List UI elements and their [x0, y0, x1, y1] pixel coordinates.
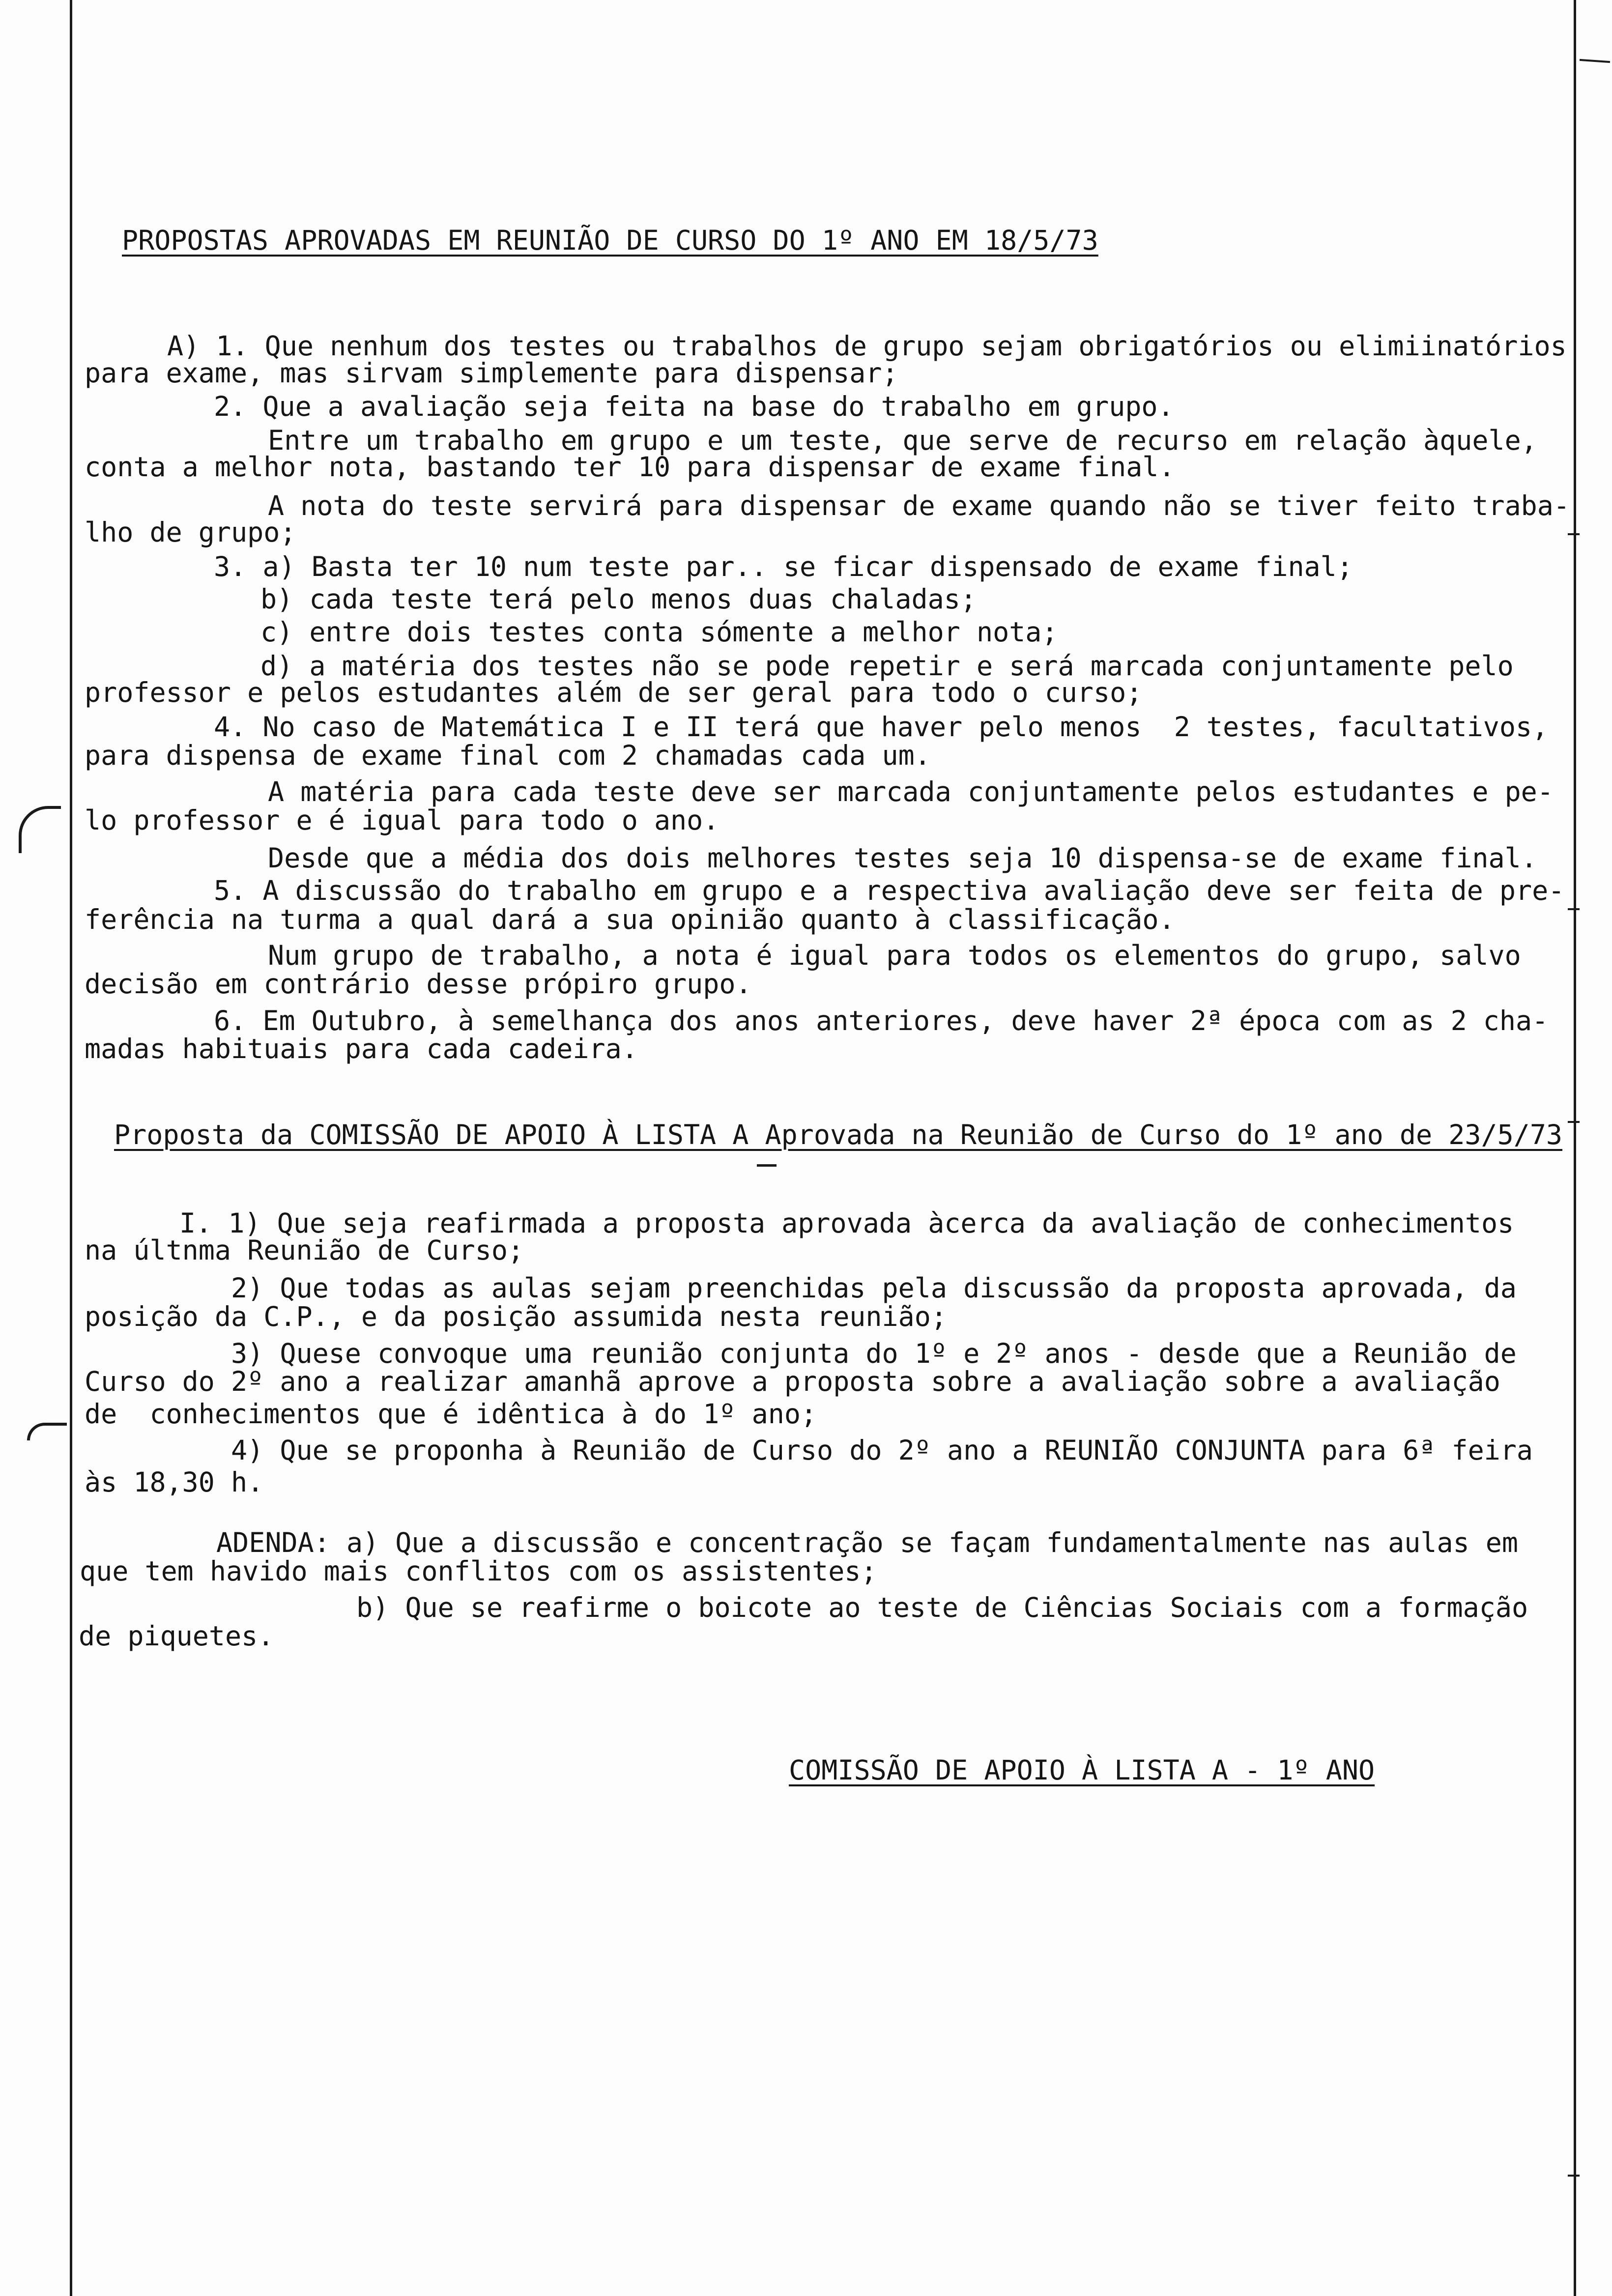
text-line: 4) Que se proponha à Reunião de Curso do 2º ano a REUNIÃO CONJUNTA para 6ª feira: [231, 1435, 1533, 1466]
edge-tick-mark: [1568, 908, 1580, 910]
edge-tick-mark: [1580, 59, 1610, 63]
text-line: posição da C.P., e da posição assumida nesta reunião;: [85, 1301, 947, 1332]
text-line: decisão em contrário desse própiro grupo.: [85, 968, 752, 1000]
text-line: c) entre dois testes conta sómente a melhor nota;: [260, 616, 1058, 648]
handwritten-bracket-mark: [19, 806, 61, 853]
text-line: lho de grupo;: [85, 517, 296, 548]
document-title: PROPOSTAS APROVADAS EM REUNIÃO DE CURSO DO 1º ANO EM 18/5/73: [122, 225, 1098, 256]
text-line: 2) Que todas as aulas sejam preenchidas pela discussão da proposta aprovada, da: [231, 1272, 1517, 1304]
text-line: ADENDA: a) Que a discussão e concentração se façam fundamentalmente nas aulas em: [216, 1527, 1519, 1558]
edge-tick-mark: [1568, 2175, 1580, 2177]
text-line: b) Que se reafirme o boicote ao teste de Ciências Sociais com a formação: [356, 1592, 1528, 1623]
dash-mark: [757, 1164, 777, 1167]
text-line: para dispensa de exame final com 2 chamadas cada um.: [85, 740, 931, 771]
text-line: Entre um trabalho em grupo e um teste, que serve de recurso em relação àquele,: [268, 425, 1537, 456]
text-line: ferência na turma a qual dará a sua opinião quanto à classificação.: [85, 904, 1175, 935]
text-line: professor e pelos estudantes além de ser geral para todo o curso;: [85, 677, 1143, 708]
text-line: de piquetes.: [79, 1620, 274, 1652]
signature-block: COMISSÃO DE APOIO À LISTA A - 1º ANO: [789, 1754, 1375, 1786]
section-title: Proposta da COMISSÃO DE APOIO À LISTA A Aprovada na Reunião de Curso do 1º ano de 23/5/73: [114, 1119, 1563, 1150]
edge-tick-mark: [1568, 533, 1580, 535]
text-line: para exame, mas sirvam simplemente para dispensar;: [85, 357, 898, 389]
text-line: 3. a) Basta ter 10 num teste par.. se ficar dispensado de exame final;: [214, 551, 1353, 582]
text-line: 4. No caso de Matemática I e II terá que haver pelo menos 2 testes, facultativos,: [214, 711, 1549, 743]
text-line: na últnma Reunião de Curso;: [85, 1234, 524, 1266]
text-line: 3) Quese convoque uma reunião conjunta do 1º e 2º anos - desde que a Reunião de: [231, 1338, 1517, 1369]
right-page-edge: [1574, 0, 1576, 2296]
text-line: A nota do teste servirá para dispensar de exame quando não se tiver feito traba-: [268, 490, 1570, 521]
text-line: I. 1) Que seja reafirmada a proposta aprovada àcerca da avaliação de conhecimentos: [179, 1207, 1514, 1239]
text-line: b) cada teste terá pelo menos duas chaladas;: [260, 583, 977, 615]
edge-tick-mark: [1568, 1121, 1580, 1123]
text-line: 6. Em Outubro, à semelhança dos anos anteriores, deve haver 2ª época com as 2 cha-: [214, 1005, 1549, 1036]
text-line: às 18,30 h.: [85, 1466, 264, 1498]
text-line: Desde que a média dos dois melhores testes seja 10 dispensa-se de exame final.: [268, 842, 1537, 874]
text-line: 5. A discussão do trabalho em grupo e a respectiva avaliação deve ser feita de pre-: [214, 875, 1565, 906]
handwritten-bracket-mark: [27, 1423, 67, 1440]
text-line: conta a melhor nota, bastando ter 10 para dispensar de exame final.: [85, 451, 1175, 483]
text-line: que tem havido mais conflitos com os assistentes;: [80, 1555, 877, 1587]
text-line: 2. Que a avaliação seja feita na base do trabalho em grupo.: [214, 391, 1174, 422]
text-line: A) 1. Que nenhum dos testes ou trabalhos de grupo sejam obrigatórios ou elimiinatórios: [167, 330, 1567, 362]
text-line: A matéria para cada teste deve ser marcada conjuntamente pelos estudantes e pe-: [268, 776, 1554, 807]
text-line: madas habituais para cada cadeira.: [85, 1033, 638, 1064]
text-line: d) a matéria dos testes não se pode repetir e será marcada conjuntamente pelo: [260, 650, 1514, 682]
text-line: de conhecimentos que é idêntica à do 1º ano;: [85, 1398, 817, 1430]
left-page-edge: [70, 0, 72, 2296]
text-line: lo professor e é igual para todo o ano.: [85, 804, 720, 836]
text-line: Curso do 2º ano a realizar amanhã aprove a proposta sobre a avaliação sobre a avaliação: [85, 1366, 1500, 1397]
text-line: Num grupo de trabalho, a nota é igual para todos os elementos do grupo, salvo: [268, 940, 1521, 971]
